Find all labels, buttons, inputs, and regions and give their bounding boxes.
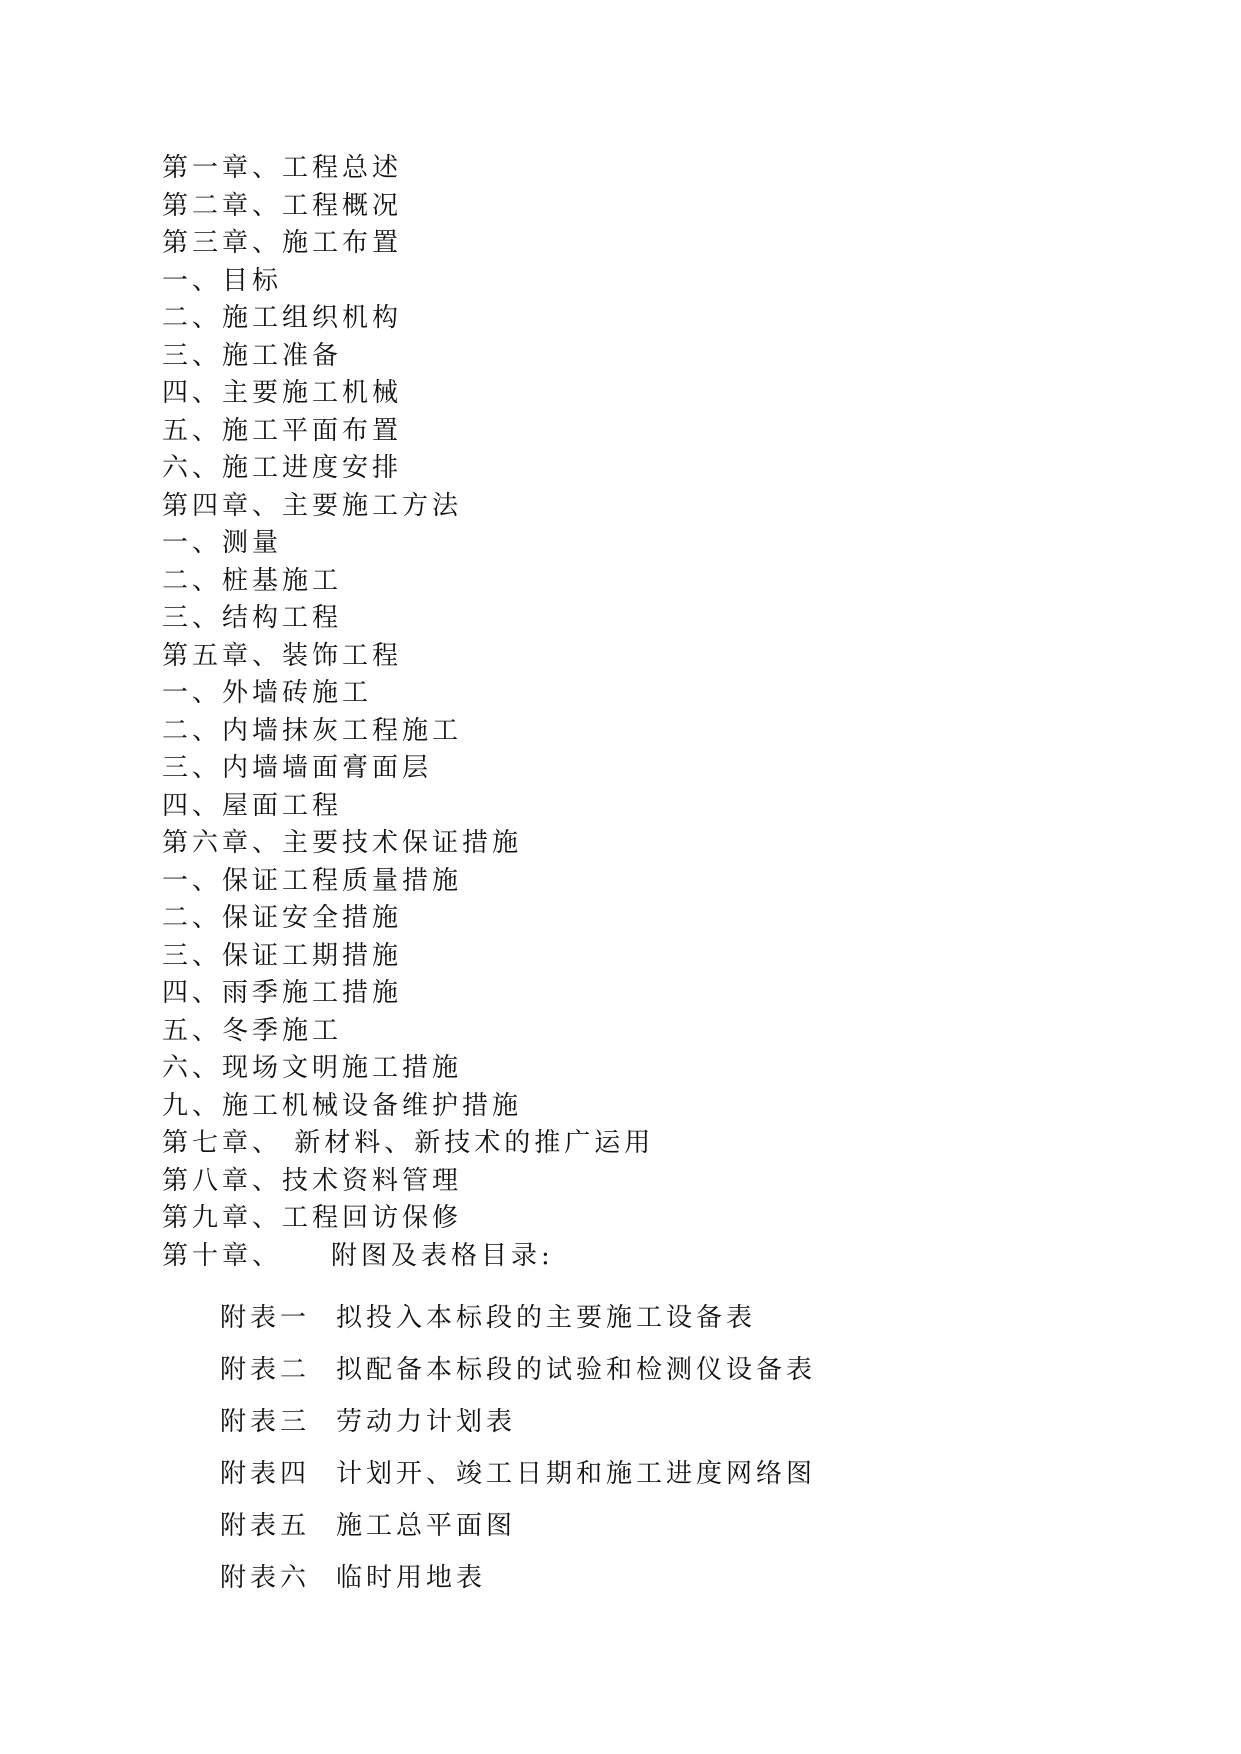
toc-line: 第九章、工程回访保修 xyxy=(162,1203,463,1233)
appendix-item xyxy=(220,1344,816,1396)
toc-line: 第五章、装饰工程 xyxy=(162,640,403,671)
toc-line: 三、施工准备 xyxy=(162,340,343,371)
table-of-contents xyxy=(162,150,654,1275)
toc-line: 第七章、 新材料、新技术的推广运用 xyxy=(162,1128,655,1158)
toc-line: 一、目标 xyxy=(162,265,283,296)
toc-line: 九、施工机械设备维护措施 xyxy=(162,1090,523,1121)
toc-line: 三、内墙墙面膏面层 xyxy=(162,753,433,783)
appendix-title: 拟配备本标段的试验和检测仪设备表 xyxy=(336,1355,817,1385)
appendix-table-list xyxy=(220,1292,816,1604)
toc-line: 第十章、 附图及表格目录: xyxy=(162,1240,554,1271)
appendix-title: 施工总平面图 xyxy=(336,1511,517,1541)
appendix-item xyxy=(220,1396,816,1448)
toc-line: 第六章、主要技术保证措施 xyxy=(162,828,523,858)
toc-line: 一、测量 xyxy=(162,528,283,558)
appendix-label: 附表二 xyxy=(220,1355,311,1385)
appendix-item xyxy=(220,1448,816,1500)
appendix-label: 附表一 xyxy=(220,1303,311,1333)
appendix-item xyxy=(220,1552,816,1604)
appendix-item xyxy=(220,1500,816,1552)
toc-line: 第二章、工程概况 xyxy=(162,190,403,221)
appendix-label: 附表六 xyxy=(220,1563,311,1593)
appendix-title: 临时用地表 xyxy=(336,1563,487,1593)
appendix-item xyxy=(220,1292,816,1344)
toc-line: 一、外墙砖施工 xyxy=(162,678,373,708)
toc-line: 二、桩基施工 xyxy=(162,565,343,596)
appendix-title: 拟投入本标段的主要施工设备表 xyxy=(336,1303,757,1333)
toc-line: 四、主要施工机械 xyxy=(162,378,403,408)
toc-line: 五、施工平面布置 xyxy=(162,415,403,446)
toc-line: 六、施工进度安排 xyxy=(162,453,403,483)
toc-line: 二、保证安全措施 xyxy=(162,903,403,933)
toc-line: 三、结构工程 xyxy=(162,603,343,633)
appendix-label: 附表五 xyxy=(220,1511,311,1541)
toc-line: 二、内墙抹灰工程施工 xyxy=(162,715,463,746)
toc-line: 第八章、技术资料管理 xyxy=(162,1165,463,1196)
toc-line: 二、施工组织机构 xyxy=(162,303,403,333)
toc-line: 五、冬季施工 xyxy=(162,1015,343,1046)
appendix-label: 附表三 xyxy=(220,1407,311,1437)
toc-line: 第一章、工程总述 xyxy=(162,153,403,183)
appendix-label: 附表四 xyxy=(220,1459,311,1489)
toc-line: 第四章、主要施工方法 xyxy=(162,490,463,521)
appendix-title: 计划开、竣工日期和施工进度网络图 xyxy=(336,1459,817,1489)
toc-line: 四、雨季施工措施 xyxy=(162,978,403,1008)
appendix-title: 劳动力计划表 xyxy=(336,1407,517,1437)
toc-line: 一、保证工程质量措施 xyxy=(162,865,463,896)
toc-line: 六、现场文明施工措施 xyxy=(162,1053,463,1083)
toc-line: 三、保证工期措施 xyxy=(162,940,403,971)
toc-line: 第三章、施工布置 xyxy=(162,228,403,258)
toc-line: 四、屋面工程 xyxy=(162,790,343,821)
